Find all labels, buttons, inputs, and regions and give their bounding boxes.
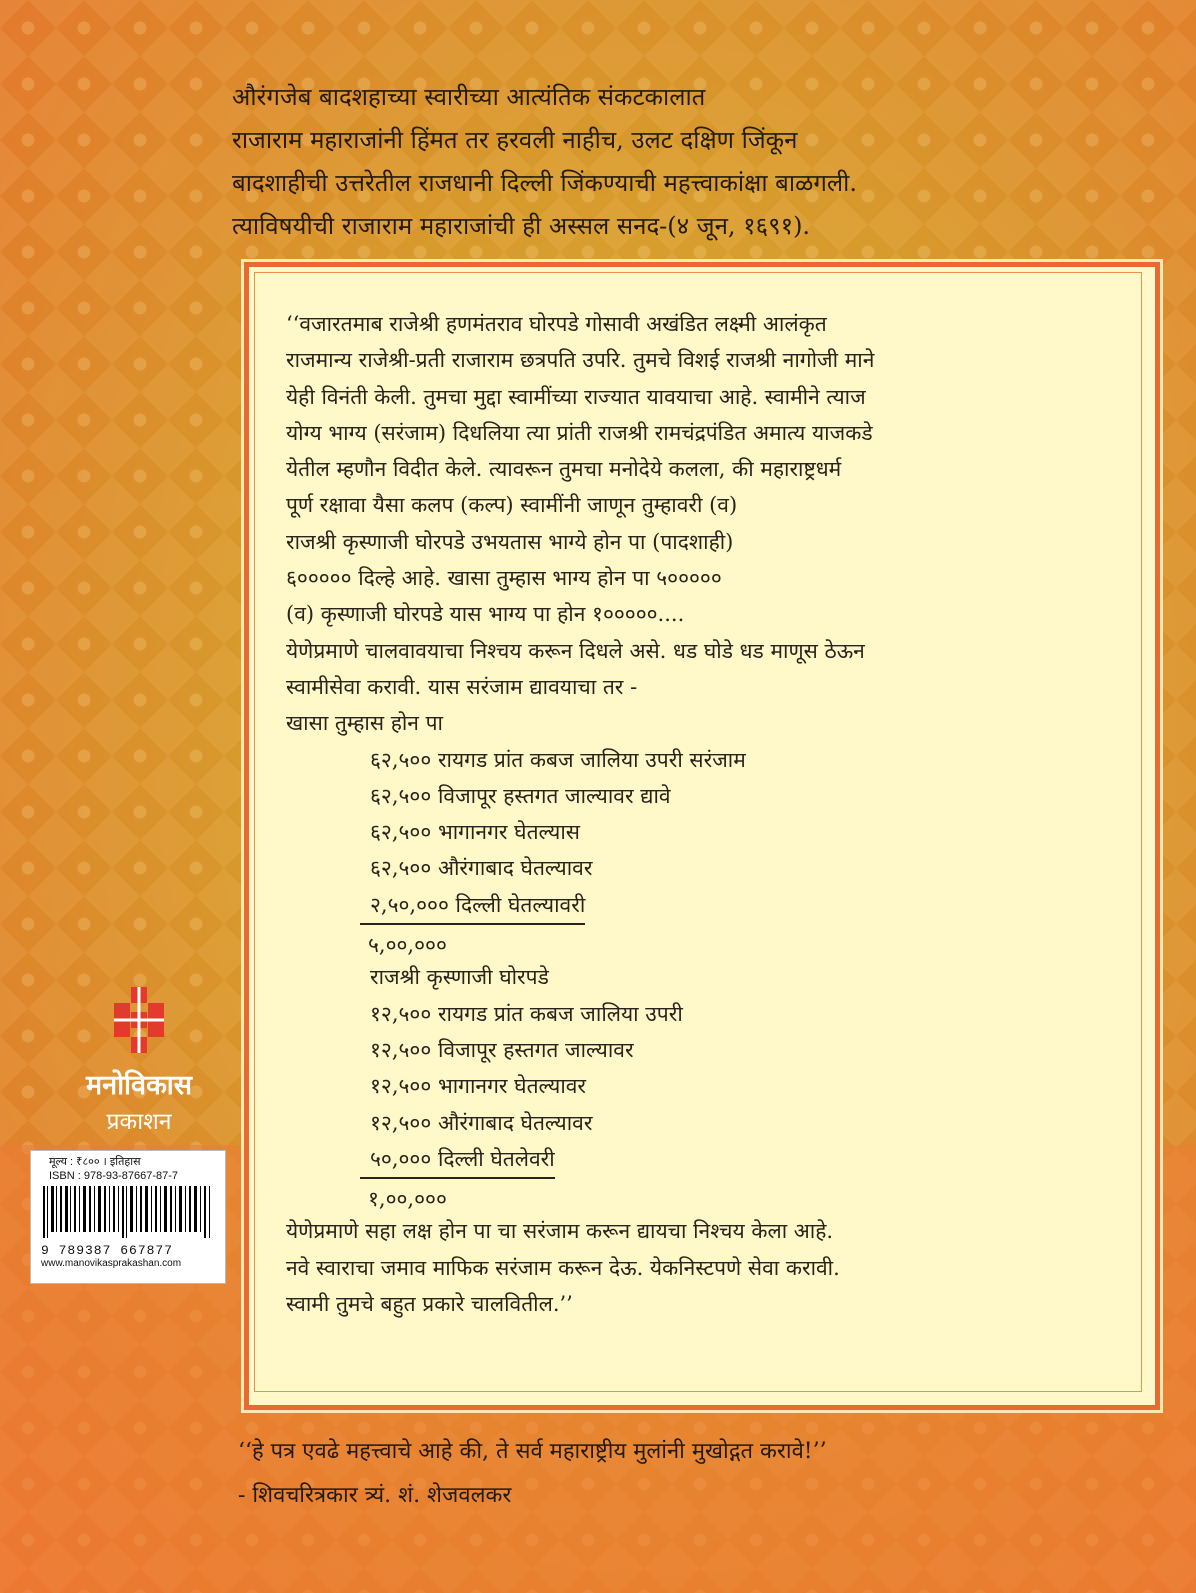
publisher-name: मनोविकास bbox=[85, 1070, 193, 1101]
intro-line: राजाराम महाराजांनी हिंमत तर हरवली नाहीच, उलट दक्षिण जिंकून bbox=[232, 126, 798, 154]
quote-text: ‘‘हे पत्र एवढे महत्त्वाचे आहे की, ते सर्व महाराष्ट्रीय मुलांनी मुखोद्गत करावे!’’ bbox=[238, 1439, 827, 1464]
krishnaji-item: १२,५०० भागानगर घेतल्यावर bbox=[370, 1074, 587, 1099]
closing-line: नवे स्वाराचा जमाव माफिक सरंजाम करून देऊ. येकनिस्टपणे सेवा करावी. bbox=[286, 1255, 840, 1280]
letter-line: पूर्ण रक्षावा यैसा कलप (कल्प) स्वामींनी जाणून तुम्हावरी (व) bbox=[286, 493, 738, 518]
khasa-item: ६२,५०० विजापूर हस्तगत जाल्यावर द्यावे bbox=[370, 783, 671, 808]
publisher-logo bbox=[44, 985, 234, 1136]
khasa-item: ६२,५०० औरंगाबाद घेतल्यावर bbox=[370, 856, 593, 881]
khasa-total-row bbox=[286, 923, 1136, 959]
publisher-logo-icon bbox=[104, 985, 174, 1055]
letter-line: स्वामीसेवा करावी. यास सरंजाम द्यावयाचा तर - bbox=[286, 674, 638, 699]
letter-line: ६००००० दिल्हे आहे. खासा तुम्हास भाग्य होन पा ५००००० bbox=[286, 566, 722, 591]
closing-line: स्वामी तुमचे बहुत प्रकारे चालवितील.’’ bbox=[286, 1292, 573, 1317]
barcode-icon bbox=[43, 1186, 213, 1238]
krishnaji-total-row bbox=[286, 1177, 1136, 1213]
barcode-label bbox=[30, 1150, 226, 1284]
krishnaji-total: १,००,००० bbox=[360, 1177, 461, 1217]
krishnaji-item-last: ५०,००० दिल्ली घेतलेवरी bbox=[370, 1141, 555, 1179]
quote-attribution: - शिवचरित्रकार त्र्यं. शं. शेजवलकर bbox=[238, 1483, 512, 1508]
khasa-item-last: २,५०,००० दिल्ली घेतल्यावरी bbox=[370, 887, 585, 925]
letter-line: राजश्री कृस्णाजी घोरपडे उभयतास भाग्ये होन पा (पादशाही) bbox=[286, 529, 734, 554]
barcode-digits: 9 789387 667877 bbox=[41, 1243, 174, 1258]
letter-line: येणेप्रमाणे चालवावयाचा निश्चय करून दिधले असे. धड घोडे धड माणूस ठेऊन bbox=[286, 638, 865, 663]
letter-line: योग्य भाग्य (सरंजाम) दिधलिया त्या प्रांती राजश्री रामचंद्रपंडित अमात्य याजकडे bbox=[286, 420, 873, 445]
khasa-item: ६२,५०० भागानगर घेतल्यास bbox=[370, 820, 580, 845]
website-link: www.manovikasprakashan.com bbox=[41, 1258, 182, 1269]
letter-line: खासा तुम्हास होन पा bbox=[286, 711, 443, 736]
krishnaji-item: १२,५०० औरंगाबाद घेतल्यावर bbox=[370, 1110, 593, 1135]
letter-text bbox=[286, 306, 1136, 1322]
krishnaji-item: १२,५०० विजापूर हस्तगत जाल्यावर bbox=[370, 1037, 634, 1062]
krishnaji-item: १२,५०० रायगड प्रांत कबज जालिया उपरी bbox=[370, 1001, 683, 1026]
footer-quote bbox=[238, 1430, 1178, 1518]
letter-line: राजमान्य राजेश्री-प्रती राजाराम छत्रपति उपरि. तुमचे विशई राजश्री नागोजी माने bbox=[286, 348, 875, 373]
intro-text bbox=[232, 76, 1132, 248]
letter-line: (व) कृस्णाजी घोरपडे यास भाग्य पा होन १०००००.... bbox=[286, 602, 685, 627]
letter-line: येही विनंती केली. तुमचा मुद्दा स्वामींच्या राज्यात यावयाचा आहे. स्वामीने त्याज bbox=[286, 384, 866, 409]
intro-line: त्याविषयीची राजाराम महाराजांची ही अस्सल सनद-(४ जून, १६९१). bbox=[232, 212, 811, 240]
price-line: मूल्य : ₹८०० । इतिहास bbox=[49, 1156, 141, 1168]
khasa-total: ५,००,००० bbox=[360, 923, 461, 963]
khasa-item bbox=[286, 887, 1136, 923]
intro-line: बादशाहीची उत्तरेतील राजधानी दिल्ली जिंकण्याची महत्त्वाकांक्षा बाळगली. bbox=[232, 169, 857, 197]
intro-line: औरंगजेब बादशहाच्या स्वारीच्या आत्यंतिक संकटकालात bbox=[232, 83, 706, 111]
letter-line: येतील म्हणौन विदीत केले. त्यावरून तुमचा मनोदेये कलला, की महाराष्ट्रधर्म bbox=[286, 457, 842, 482]
krishnaji-heading: राजश्री कृस्णाजी घोरपडे bbox=[370, 965, 549, 990]
closing-line: येणेप्रमाणे सहा लक्ष होन पा चा सरंजाम करून द्यायचा निश्चय केला आहे. bbox=[286, 1219, 834, 1244]
publisher-subtitle: प्रकाशन bbox=[106, 1109, 172, 1135]
khasa-item: ६२,५०० रायगड प्रांत कबज जालिया उपरी सरंजाम bbox=[370, 747, 746, 772]
letter-line: ‘‘वजारतमाब राजेश्री हणमंतराव घोरपडे गोसावी अखंडित लक्ष्मी आलंकृत bbox=[286, 312, 827, 336]
krishnaji-item bbox=[286, 1141, 1136, 1177]
isbn-line: ISBN : 978-93-87667-87-7 bbox=[49, 1170, 179, 1182]
